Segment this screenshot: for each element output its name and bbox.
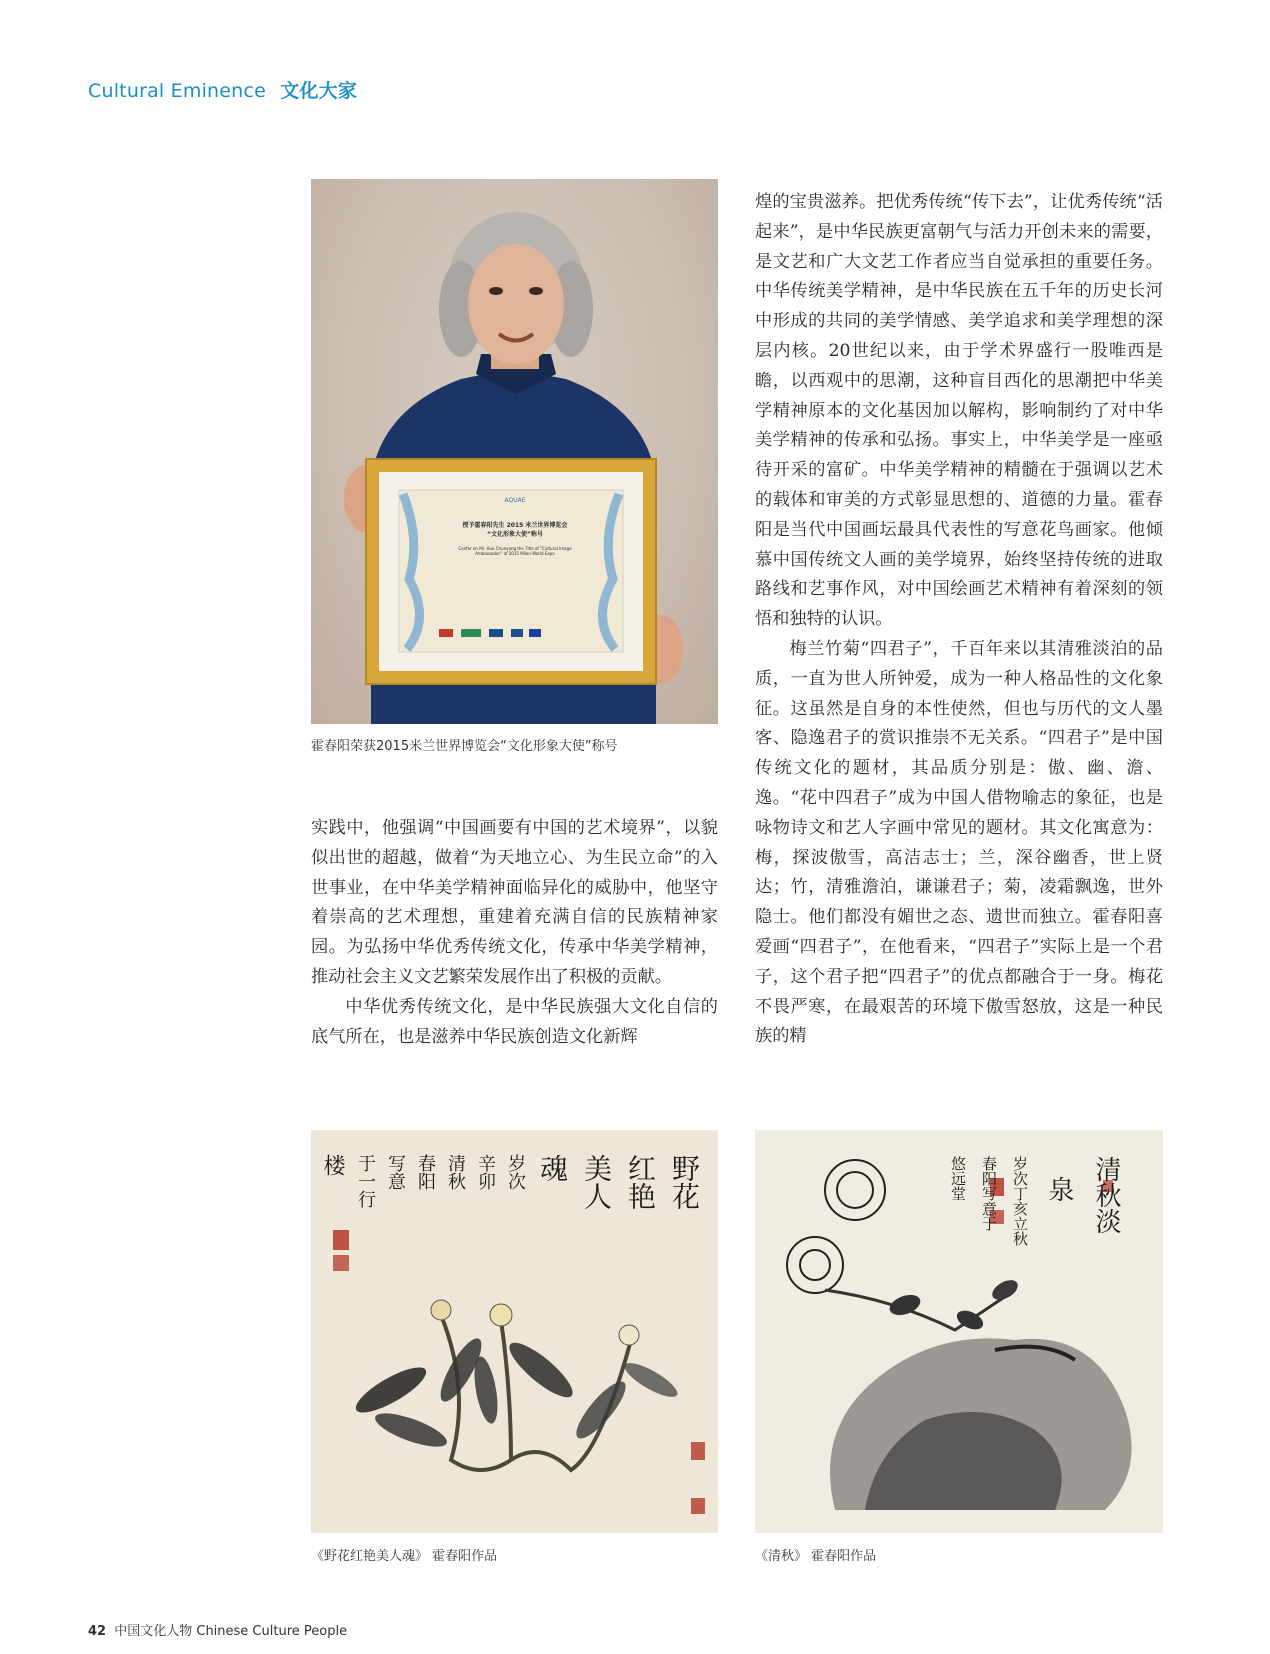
inscription (948, 1156, 1125, 1246)
inscription-col: 清秋 (445, 1154, 466, 1190)
inscription-col: 魂 (536, 1154, 569, 1182)
inscription-col: 野花 (668, 1154, 701, 1210)
certificate-logo-text: AQUAE (504, 497, 526, 504)
painting-clear-autumn (755, 1130, 1163, 1533)
inscription-col: 春阳写意于 (980, 1156, 998, 1231)
section-header (88, 76, 357, 103)
inscription (317, 1154, 704, 1210)
inscription-col: 岁次 (505, 1154, 526, 1190)
inscription-col: 泉 (1044, 1176, 1074, 1202)
inscription-col: 辛卯 (475, 1154, 496, 1190)
inscription-col: 春阳 (415, 1154, 436, 1190)
paragraph: 梅兰竹菊“四君子”，千百年来以其清雅淡泊的品质，一直为世人所钟爱，成为一种人格品性的文化象征。这虽然是自身的本性使然，但也与历代的文人墨客、隐逸君子的赏识推崇不无关系。“四君子”是中国传统文化的题材，其品质分别是：傲、幽、澹、逸。“花中四君子”成为中国人借物喻志的象征，也是咏物诗文和艺人字画中常见的题材。其文化寓意为：梅，探波傲雪，高洁志士；兰，深谷幽香，世上贤达；竹，清雅澹泊，谦谦君子；菊，凌霜飘逸，世外隐士。他们都没有媚世之态、遗世而独立。霍春阳喜爱画“四君子”，在他看来，“四君子”实际上是一个君子，这个君子把“四君子”的优点都融合于一身。梅花不畏严寒，在最艰苦的环境下傲雪怒放，这是一种民族的精 (755, 638, 1163, 1047)
page-number: 42 (88, 1624, 107, 1639)
page-footer (88, 1620, 347, 1639)
inscription-col: 楼 (320, 1154, 345, 1176)
paragraph: 煌的宝贵滋养。把优秀传统“传下去”，让优秀传统“活起来”，是中华民族更富朝气与活力开创未来的需要，是文艺和广大文艺工作者应当自觉承担的重要任务。中华传统美学精神，是中华民族在五千年的历史长河中形成的共同的美学情感、美学追求和美学理想的深层内核。20世纪以来，由于学术界盛行一股唯西是瞻，以西观中的思潮，这种盲目西化的思潮把中华美学精神原本的文化基因加以解构，影响制约了对中华美学精神的传承和弘扬。事实上，中华美学是一座亟待开采的富矿。中华美学精神的精髓在于强调以艺术的载体和审美的方式彰显思想的、道德的力量。霍春阳是当代中国画坛最具代表性的写意花鸟画家。他倾慕中国传统文人画的美学境界，始终坚持传统的进取路线和艺事作风，对中国绘画艺术精神有着深刻的领悟和独特的认识。 (755, 192, 1163, 630)
section-title-en: Cultural Eminence (88, 80, 266, 102)
inscription-col: 红艳 (624, 1154, 657, 1210)
inscription-col: 写意 (385, 1154, 406, 1190)
certificate-title-en: Confer on Mr. Huo Chunyang the Title of “Cultural Image (458, 546, 572, 551)
certificate-subtitle-cn: “文化形象大使”称号 (487, 531, 543, 538)
paragraph: 中华优秀传统文化，是中华民族强大文化自信的底气所在，也是滋养中华民族创造文化新辉 (311, 996, 718, 1047)
painting-wildflowers (311, 1130, 718, 1533)
inscription-col: 美人 (580, 1154, 613, 1210)
portrait-illustration (311, 179, 718, 724)
section-title-cn: 文化大家 (280, 80, 358, 102)
inscription-col: 悠远堂 (949, 1156, 967, 1201)
paragraph: 实践中，他强调“中国画要有中国的艺术境界”，以貌似出世的超越，做着“为天地立心、为生民立命”的入世事业，在中华美学精神面临异化的威胁中，他坚守着崇高的艺术理想，重建着充满自信的民族精神家园。为弘扬中华优秀传统文化，传承中华美学精神，推动社会主义文艺繁荣发展作出了积极的贡献。 (311, 818, 718, 987)
painting-caption: 《野花红艳美人魂》 霍春阳作品 (311, 1549, 498, 1564)
inscription-col: 岁次丁亥立秋 (1011, 1156, 1029, 1246)
left-text-column (311, 814, 718, 1052)
photo-caption: 霍春阳荣获2015米兰世界博览会“文化形象大使”称号 (311, 739, 618, 754)
magazine-name: 中国文化人物 Chinese Culture People (114, 1624, 348, 1639)
certificate-subtitle-en: Ambassador” of 2015 Milan World Expo (475, 551, 555, 556)
certificate-title-cn: 授予霍春阳先生 2015 米兰世界博览会 (462, 522, 568, 529)
inscription-col: 于一行 (355, 1154, 376, 1208)
portrait-photo (311, 179, 718, 724)
painting-caption: 《清秋》 霍春阳作品 (755, 1549, 877, 1564)
right-text-column (755, 188, 1163, 1052)
inscription-col: 清秋淡 (1091, 1156, 1121, 1234)
